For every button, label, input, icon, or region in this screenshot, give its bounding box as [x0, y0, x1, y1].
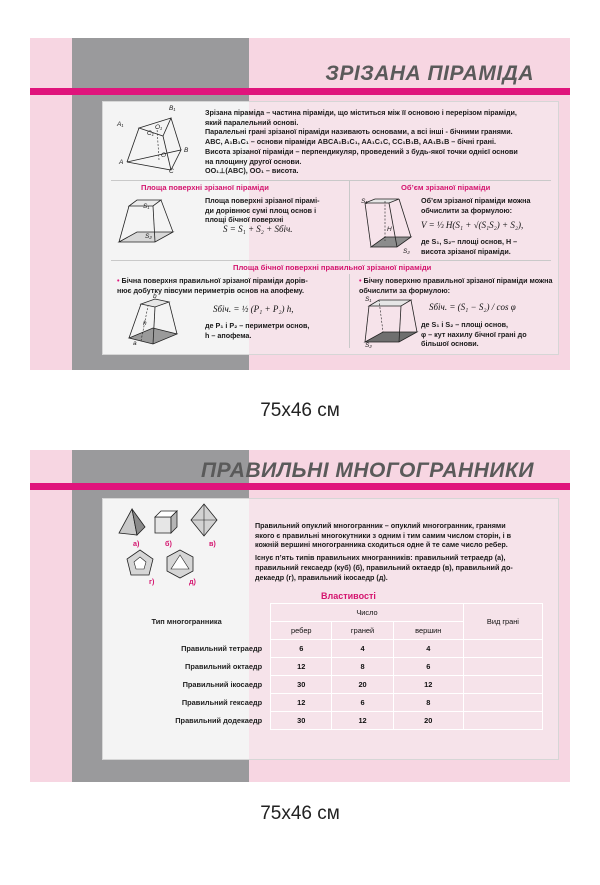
lateral-left-formula: Sбіч. = ½ (P₁ + P₂) h, — [213, 304, 294, 314]
poster-truncated-pyramid — [30, 38, 570, 370]
poster-title: ЗРІЗАНА ПІРАМІДА — [325, 62, 534, 85]
label-a: A — [119, 159, 124, 166]
label-a: а) — [133, 539, 140, 548]
table-row: Правильний ікосаедр 30 20 12 — [103, 676, 543, 694]
label-g: г) — [149, 577, 155, 586]
content-panel — [102, 498, 559, 760]
properties-heading: Властивості — [321, 591, 376, 601]
volume-s2: S₂ — [403, 248, 410, 255]
col-faces-header: граней — [332, 622, 393, 640]
lateral-right-text: • Бічну поверхню правильної зрізаної піраміди можна обчислити за формулою: — [359, 276, 553, 295]
lateral-left-after: де P₁ і P₂ – периметри основ, h – апофема. — [205, 321, 310, 340]
title-underline — [30, 483, 570, 490]
properties-table — [103, 603, 543, 730]
octahedron-icon — [189, 503, 219, 537]
table-row: Правильний тетраедр 6 4 4 — [103, 640, 543, 658]
lateral-right-s2: S₂ — [365, 342, 372, 349]
col-vertices-header: вершин — [393, 622, 463, 640]
lateral-right-after: де S₁ і S₂ – площі основ, φ – кут нахилу бічної грані до більшої основи. — [421, 320, 527, 349]
label-o1: O₁ — [155, 124, 163, 131]
table-row: Правильний додекаедр 30 12 20 — [103, 712, 543, 730]
label-c1: C₁ — [147, 130, 154, 137]
lateral-fig-h: h — [143, 320, 147, 327]
truncated-pyramid-figure — [123, 108, 193, 172]
label-o: O — [161, 152, 167, 159]
col-edges-header: ребер — [271, 622, 332, 640]
col-face-kind-header: Вид грані — [463, 604, 542, 640]
surface-s1: S₁ — [143, 203, 150, 210]
icosahedron-icon — [165, 549, 195, 579]
table-row: Правильний гексаедр 12 6 8 — [103, 694, 543, 712]
label-b1: B₁ — [169, 105, 176, 112]
surface-heading: Площа поверхні зрізаної піраміди — [141, 183, 269, 192]
lateral-heading: Площа бічної поверхні правильної зрізаної піраміди — [233, 263, 432, 272]
volume-s1: S₁ — [361, 198, 368, 205]
lateral-left-text: • Бічна поверхня правильної зрізаної піраміди дорів- нює добутку півсуми периметрів основ на апофему. — [117, 276, 308, 295]
volume-after: де S₁, S₂– площі основ, H – висота зрізаної піраміди. — [421, 237, 518, 256]
poster-regular-polyhedra — [30, 450, 570, 782]
label-c: C — [169, 168, 174, 175]
content-panel — [102, 101, 559, 355]
lateral-fig-b: b — [153, 293, 157, 300]
lateral-right-s1: S₁ — [365, 296, 372, 303]
cube-icon — [153, 509, 181, 535]
label-a1: A₁ — [117, 121, 124, 128]
volume-heading: Об’єм зрізаної піраміди — [401, 183, 491, 192]
label-b: б) — [165, 539, 172, 548]
lateral-fig-a: a — [133, 340, 137, 347]
title-underline — [30, 88, 570, 95]
label-v: в) — [209, 539, 216, 548]
table-row: Правильний октаедр 12 8 6 — [103, 658, 543, 676]
col-type-header: Тип многогранника — [151, 617, 222, 626]
surface-formula: S = S₁ + S₂ + Sбіч. — [223, 224, 293, 234]
intro-text: Правильний опуклий многогранник – опуклий многогранник, гранями якого є правильні многокутники з одним і тим самим числом сторін, і в кожній вершині многогранника сходиться одне й те саме число ребер. Існує п’ять типів правильних многранників: правильний тетраедр (а), правильний гексаедр (куб) (б), правильний октаедр (в), правильний до- декаедр (г), правильний ікосаедр (д). — [255, 521, 513, 582]
dodecahedron-icon — [125, 549, 155, 579]
lateral-right-formula: Sбіч. = (S₁ − S₂) / cos φ — [429, 302, 516, 312]
volume-figure — [359, 197, 415, 253]
label-d: д) — [189, 577, 196, 586]
intro-text: Зрізана піраміда – частина піраміди, що міститься між її основою і перерізом піраміди, який паралельний основі. Паралельні грані зрізаної піраміди називають основами, а всі інші - бічними гранями. ABC, A₁B₁C₁ – основи піраміди ABCA₁B₁C₁, AA₁C₁C, CC₁B₁B, AA₁B₁B – бічні грані. Висота зрізаної піраміди – перпендикуляр, проведений з будь-якої точки однієї основи на площину другої основи. OO₁⊥(ABC), OO₁ – висота. — [205, 108, 518, 176]
surface-text: Площа поверхні зрізаної пірамі- ди дорівнює сумі площ основ і площі бічної поверхні — [205, 196, 320, 225]
volume-formula: V = ⅓ H(S₁ + √(S₁S₂) + S₂), — [421, 220, 524, 230]
volume-text: Об’єм зрізаної піраміди можна обчислити за формулою: — [421, 196, 531, 215]
poster1-size-label: 75х46 см — [260, 400, 340, 421]
volume-h: H — [387, 226, 392, 233]
poster-title: ПРАВИЛЬНІ МНОГОГРАННИКИ — [201, 459, 534, 482]
label-b: B — [184, 147, 189, 154]
tetrahedron-icon — [117, 507, 147, 537]
col-number-header: Число — [271, 604, 464, 622]
surface-s2: S₂ — [145, 233, 152, 240]
poster2-size-label: 75х46 см — [260, 803, 340, 824]
